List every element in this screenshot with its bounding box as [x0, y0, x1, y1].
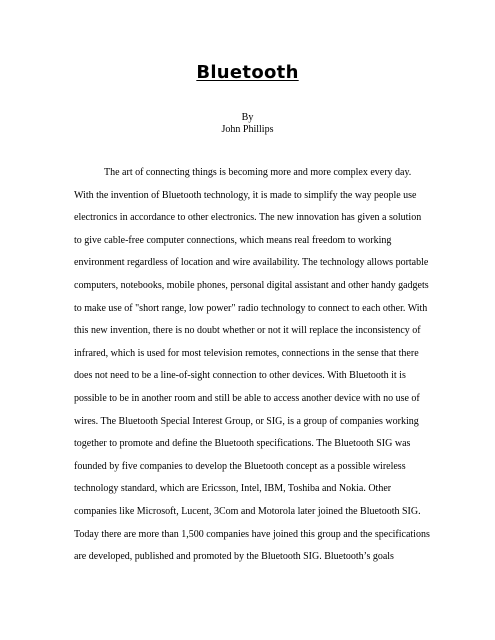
paragraph-line: possible to be in another room and still be able to access another device with no use of [74, 392, 420, 404]
paragraph-line: does not need to be a line-of-sight connection to other devices. With Bluetooth it is [74, 370, 406, 382]
paragraph-line: together to promote and define the Bluetooth specifications. The Bluetooth SIG was [74, 438, 411, 450]
paragraph-line: The art of connecting things is becoming more and more complex every day. [104, 167, 412, 178]
paragraph-line: are developed, published and promoted by the Bluetooth SIG. Bluetooth’s goals [74, 551, 394, 563]
author-name: John Phillips [221, 124, 274, 135]
paragraph-line: computers, notebooks, mobile phones, personal digital assistant and other handy gadgets [74, 279, 429, 291]
document-title: Bluetooth [196, 62, 299, 83]
paragraph-line: wires. The Bluetooth Special Interest Group, or SIG, is a group of companies working [74, 415, 419, 427]
paragraph-line: to give cable-free computer connections, which means real freedom to working [74, 234, 392, 246]
paragraph-line: electronics in accordance to other electronics. The new innovation has given a solution [74, 212, 422, 224]
paragraph-line: Today there are more than 1,500 companies have joined this group and the specifications [74, 528, 430, 540]
body-paragraph [74, 166, 434, 573]
paragraph-line: With the invention of Bluetooth technology, it is made to simplify the way people use [74, 189, 417, 201]
paragraph-line: environment regardless of location and wire availability. The technology allows portable [74, 257, 429, 269]
byline-by: By [241, 112, 254, 123]
paragraph-line: companies like Microsoft, Lucent, 3Com and Motorola later joined the Bluetooth SIG. [74, 505, 421, 517]
paragraph-line: founded by five companies to develop the Bluetooth concept as a possible wireless [74, 460, 406, 472]
paragraph-line: technology standard, which are Ericsson, Intel, IBM, Toshiba and Nokia. Other [74, 483, 392, 495]
paragraph-line: to make use of "short range, low power" radio technology to connect to each other. With [74, 302, 428, 314]
byline [0, 112, 495, 136]
paragraph-line: infrared, which is used for most television remotes, connections in the sense that there [74, 347, 419, 359]
paragraph-line: this new invention, there is no doubt whether or not it will replace the inconsistency of [74, 325, 421, 337]
